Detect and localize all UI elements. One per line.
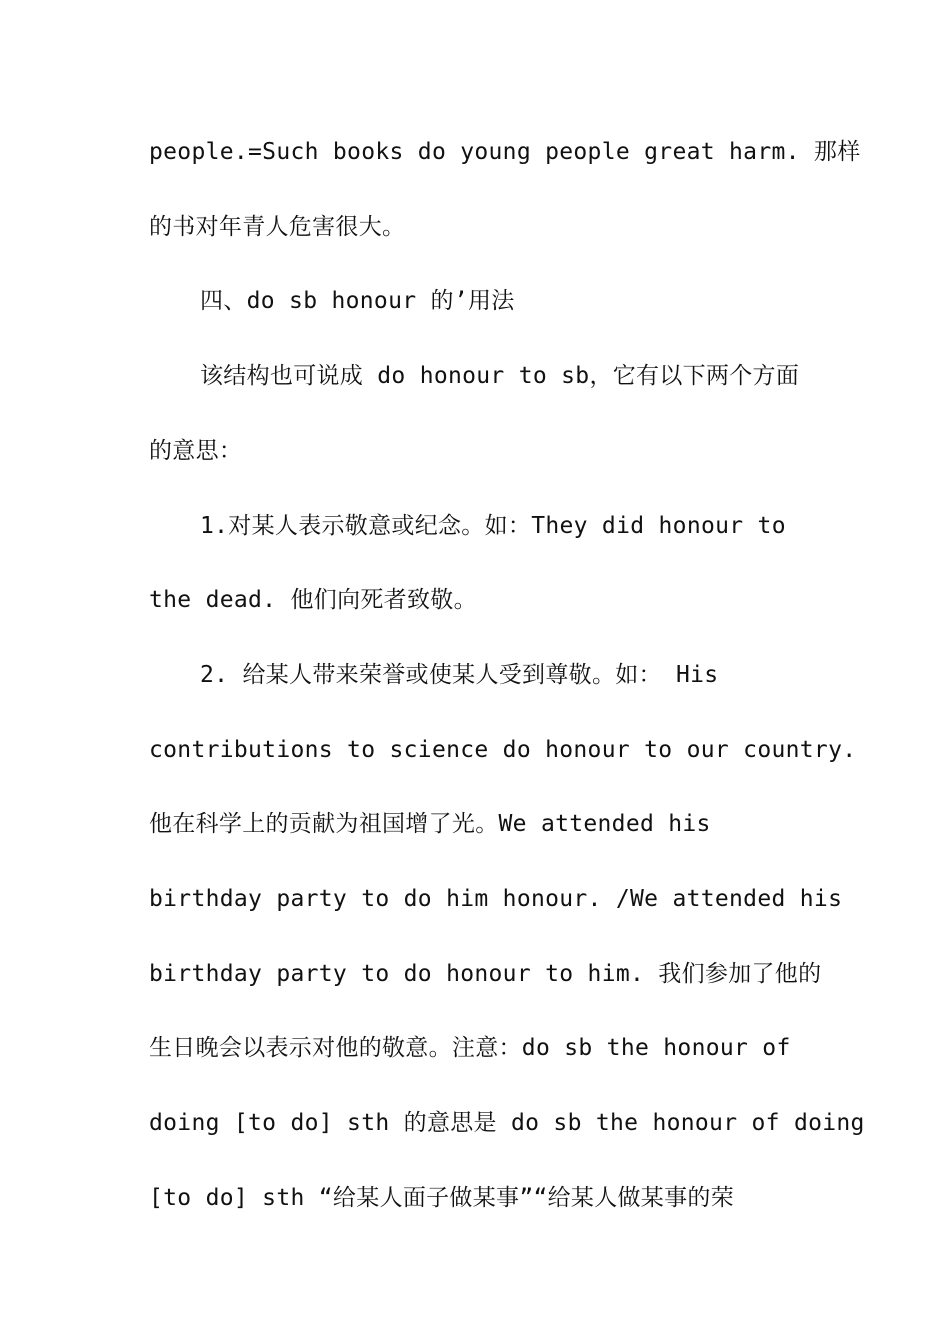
- text-line: the dead. 他们向死者致敬。: [149, 587, 477, 613]
- text-line: 的书对年青人危害很大。: [149, 214, 406, 240]
- text-line: people.=Such books do young people great harm. 那样: [149, 139, 861, 165]
- text-line: 该结构也可说成 do honour to sb，它有以下两个方面: [200, 363, 800, 389]
- list-item: 2. 给某人带来荣誉或使某人受到尊敬。如： His: [200, 662, 719, 688]
- section-heading: 四、do sb honour 的’用法: [200, 288, 515, 314]
- text-line: doing [to do] sth 的意思是 do sb the honour of doing: [149, 1110, 865, 1136]
- text-line: birthday party to do him honour. /We attended his: [149, 886, 843, 912]
- text-line: contributions to science do honour to our country.: [149, 737, 857, 763]
- text-line: 他在科学上的贡献为祖国增了光。We attended his: [149, 811, 711, 837]
- text-line: [to do] sth “给某人面子做某事”“给某人做某事的荣: [149, 1185, 735, 1211]
- text-line: birthday party to do honour to him. 我们参加了他的: [149, 961, 822, 987]
- text-line: 的意思：: [149, 438, 243, 464]
- text-line: 生日晚会以表示对他的敬意。注意：do sb the honour of: [149, 1035, 791, 1061]
- list-item: 1.对某人表示敬意或纪念。如：They did honour to: [200, 513, 786, 539]
